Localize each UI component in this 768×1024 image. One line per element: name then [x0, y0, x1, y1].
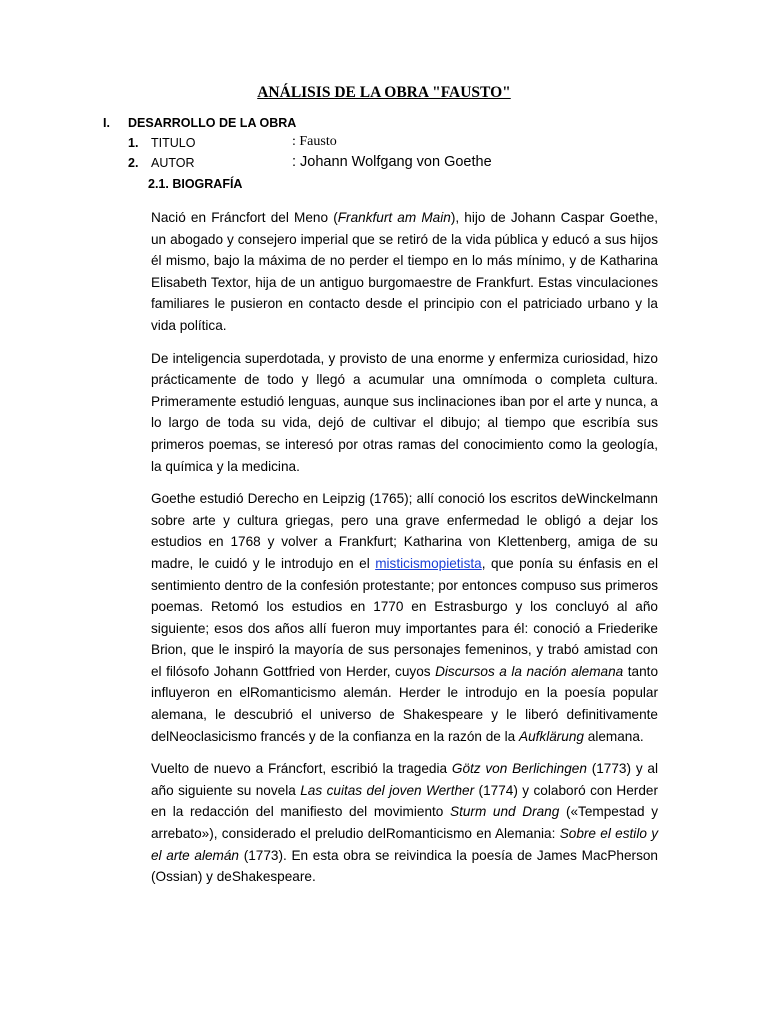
- item-label-titulo: TITULO: [151, 136, 196, 150]
- paragraph: De inteligencia superdotada, y provisto de una enorme y enfermiza curiosidad, hizo prácticamente de todo y llegó a acumular una omnímoda o completa cultura. Primeramente estudió lenguas, aunque sus inclinaciones iban por el arte y nunca, a lo largo de toda su vida, dejó de cultivar el dibujo; al tiempo que escribía sus primeros poemas, se interesó por otras ramas del conocimiento como la geología, la química y la medicina.: [151, 350, 658, 474]
- item-label-autor: AUTOR: [151, 156, 195, 170]
- paragraph: Vuelto de nuevo a Fráncfort, escribió la tragedia Götz von Berlichingen (1773) y al año siguiente su novela Las cuitas del joven Werther (1774) y colaboró con Herder en la redacción del manifiesto del movimiento Sturm und Drang («Tempestad y arrebato»), considerado el preludio delRomanticismo en Alemania: Sobre el estilo y el arte alemán (1773). En esta obra se reivindica la poesía de James MacPherson (Ossian) y deShakespeare.: [151, 761, 658, 885]
- item-number: 2.: [128, 156, 139, 170]
- item-value-autor: : Johann Wolfgang von Goethe: [292, 154, 492, 170]
- item-number: 1.: [128, 136, 139, 150]
- document-title: ANÁLISIS DE LA OBRA "FAUSTO": [257, 84, 511, 101]
- sub-heading-biografia: 2.1. BIOGRAFÍA: [148, 177, 243, 191]
- item-value-titulo: : Fausto: [292, 134, 337, 149]
- section-number: I.: [103, 116, 110, 130]
- paragraph: Nació en Fráncfort del Meno (Frankfurt am Main), hijo de Johann Caspar Goethe, un abogado y consejero imperial que se retiró de la vida pública y educó a sus hijos él mismo, bajo la máxima de no perder el tiempo en lo más mínimo, y de Katharina Elisabeth Textor, hija de un antiguo burgomaestre de Frankfurt. Estas vinculaciones familiares le pusieron en contacto desde el principio con el patriciado urbano y la vida política.: [151, 210, 658, 333]
- paragraph: Goethe estudió Derecho en Leipzig (1765); allí conoció los escritos deWinckelmann sobre arte y cultura griegas, pero una grave enfermedad le obligó a dejar los estudios en 1768 y volver a Frankfurt; Katharina von Klettenberg, amiga de su madre, le cuidó y le introdujo en el misticismopietista, que ponía su énfasis en el sentimiento dentro de la confesión protestante; por entonces compuso sus primeros poemas. Retomó los estudios en 1770 en Estrasburgo y los concluyó al año siguiente; esos dos años allí fueron muy importantes para él: conoció a Friederike Brion, que le inspiró la mayoría de sus personajes femeninos, y trabó amistad con el filósofo Johann Gottfried von Herder, cuyos Discursos a la nación alemana tanto influyeron en elRomanticismo alemán. Herder le introdujo en la poesía popular alemana, le descubrió el universo de Shakespeare y le liberó definitivamente delNeoclasicismo francés y de la confianza en la razón de la Aufklärung alemana.: [151, 491, 659, 744]
- section-heading: DESARROLLO DE LA OBRA: [128, 116, 297, 130]
- biography-body: [151, 207, 658, 899]
- misticismo-pietista-link[interactable]: misticismopietista: [375, 555, 482, 571]
